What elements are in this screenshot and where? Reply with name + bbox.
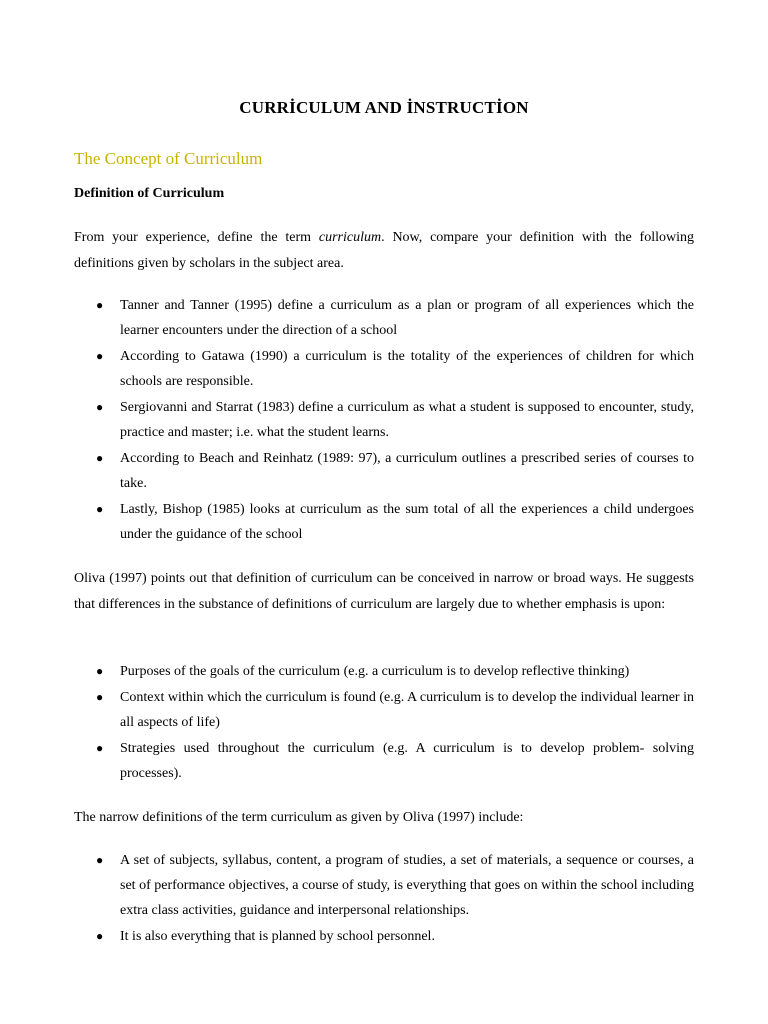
list-item-text: Lastly, Bishop (1985) looks at curriculum as the sum total of all the experiences a child undergoes under the guidance of the school: [120, 502, 694, 542]
document-title: CURRİCULUM AND İNSTRUCTİON: [239, 98, 529, 117]
bullet-icon: ●: [96, 349, 104, 363]
list-item: [74, 497, 694, 547]
intro-text-before: From your experience, define the term: [74, 230, 319, 245]
section-heading: The Concept of Curriculum: [74, 149, 263, 168]
bullet-icon: ●: [96, 741, 104, 755]
list-item: [74, 446, 694, 496]
list-item-text: According to Beach and Reinhatz (1989: 97), a curriculum outlines a prescribed series of courses to take.: [120, 451, 694, 491]
intro-paragraph: [74, 225, 694, 277]
list-item: [74, 924, 694, 949]
list-item: [74, 344, 694, 394]
bullet-icon: ●: [96, 400, 104, 414]
narrow-definitions-list: [74, 848, 694, 950]
sub-heading: Definition of Curriculum: [74, 186, 225, 201]
list-item-text: A set of subjects, syllabus, content, a program of studies, a set of materials, a sequence or courses, a set of performance objectives, a course of study, is everything that goes on within the school including extra class activities, guidance and interpersonal relationships.: [120, 853, 694, 918]
list-item: [74, 685, 694, 735]
list-item-text: Sergiovanni and Starrat (1983) define a curriculum as what a student is supposed to encounter, study, practice and master; i.e. what the student learns.: [120, 400, 694, 440]
list-item-text: Context within which the curriculum is found (e.g. A curriculum is to develop the individual learner in all aspects of life): [120, 690, 694, 730]
list-item: [74, 659, 694, 684]
definitions-list: [74, 293, 694, 548]
list-item: [74, 736, 694, 786]
intro-italic-term: curriculum: [318, 230, 382, 245]
list-item: [74, 395, 694, 445]
bullet-icon: ●: [96, 929, 104, 943]
list-item-text: Tanner and Tanner (1995) define a curriculum as a plan or program of all experiences which the learner encounters under the direction of a school: [120, 298, 694, 338]
intro-text-after: . Now, compare your definition with the following definitions given by scholars in the subject area.: [74, 230, 695, 271]
narrow-definitions-paragraph: The narrow definitions of the term curriculum as given by Oliva (1997) include:: [74, 810, 524, 825]
list-item-text: Strategies used throughout the curriculum (e.g. A curriculum is to develop problem- solving processes).: [120, 741, 694, 781]
list-item-text: According to Gatawa (1990) a curriculum is the totality of the experiences of children for which schools are responsible.: [120, 349, 694, 389]
oliva-paragraph: Oliva (1997) points out that definition of curriculum can be conceived in narrow or broad ways. He suggests that differences in the substance of definitions of curriculum are largely due to whether emphasis is upon:: [74, 571, 694, 612]
bullet-icon: ●: [96, 502, 104, 516]
list-item-text: Purposes of the goals of the curriculum (e.g. a curriculum is to develop reflective thinking): [120, 664, 630, 679]
list-item-text: It is also everything that is planned by school personnel.: [120, 929, 435, 944]
bullet-icon: ●: [96, 298, 104, 312]
bullet-icon: ●: [96, 451, 104, 465]
bullet-icon: ●: [96, 664, 104, 678]
bullet-icon: ●: [96, 690, 104, 704]
emphasis-list: [74, 659, 694, 787]
list-item: [74, 848, 694, 923]
list-item: [74, 293, 694, 343]
bullet-icon: ●: [96, 853, 104, 867]
